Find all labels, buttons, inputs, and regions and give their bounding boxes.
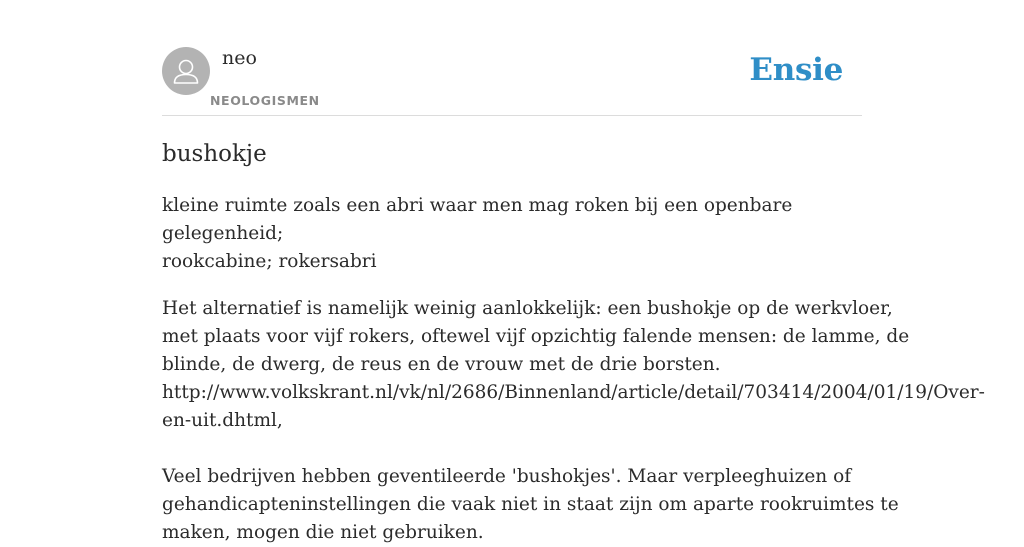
- entry-header: [162, 46, 862, 116]
- example-line: Veel bedrijven hebben geventileerde 'bushokjes'. Maar verpleeghuizen of: [162, 466, 852, 487]
- definition-line: rookcabine; rokersabri: [162, 251, 377, 272]
- ensie-logo[interactable]: Ensie: [749, 52, 843, 88]
- category-label[interactable]: NEOLOGISMEN: [210, 93, 320, 108]
- example-line: met plaats voor vijf rokers, oftewel vijf opzichtig falende mensen: de lamme, de: [162, 326, 910, 347]
- entry-example: [162, 295, 985, 547]
- entry-definition: [162, 192, 862, 276]
- example-url-line: en-uit.dhtml,: [162, 410, 283, 431]
- author-username-link[interactable]: neo: [222, 47, 257, 69]
- example-line: blinde, de dwerg, de reus en de vrouw met de drie borsten.: [162, 354, 721, 375]
- example-line: Het alternatief is namelijk weinig aanlokkelijk: een bushokje op de werkvloer,: [162, 298, 893, 319]
- example-url-line: http://www.volkskrant.nl/vk/nl/2686/Binnenland/article/detail/703414/2004/01/19/Over-: [162, 382, 985, 403]
- user-avatar[interactable]: [162, 47, 210, 95]
- entry-content: [162, 138, 985, 547]
- paragraph-spacer: [162, 435, 932, 463]
- entry-term-title: bushokje: [162, 141, 267, 167]
- user-silhouette-icon: [162, 47, 210, 95]
- definition-line: kleine ruimte zoals een abri waar men mag roken bij een openbare gelegenheid;: [162, 195, 793, 244]
- example-line: gehandicapteninstellingen die vaak niet in staat zijn om aparte rookruimtes te: [162, 494, 899, 515]
- example-line: maken, mogen die niet gebruiken.: [162, 522, 484, 543]
